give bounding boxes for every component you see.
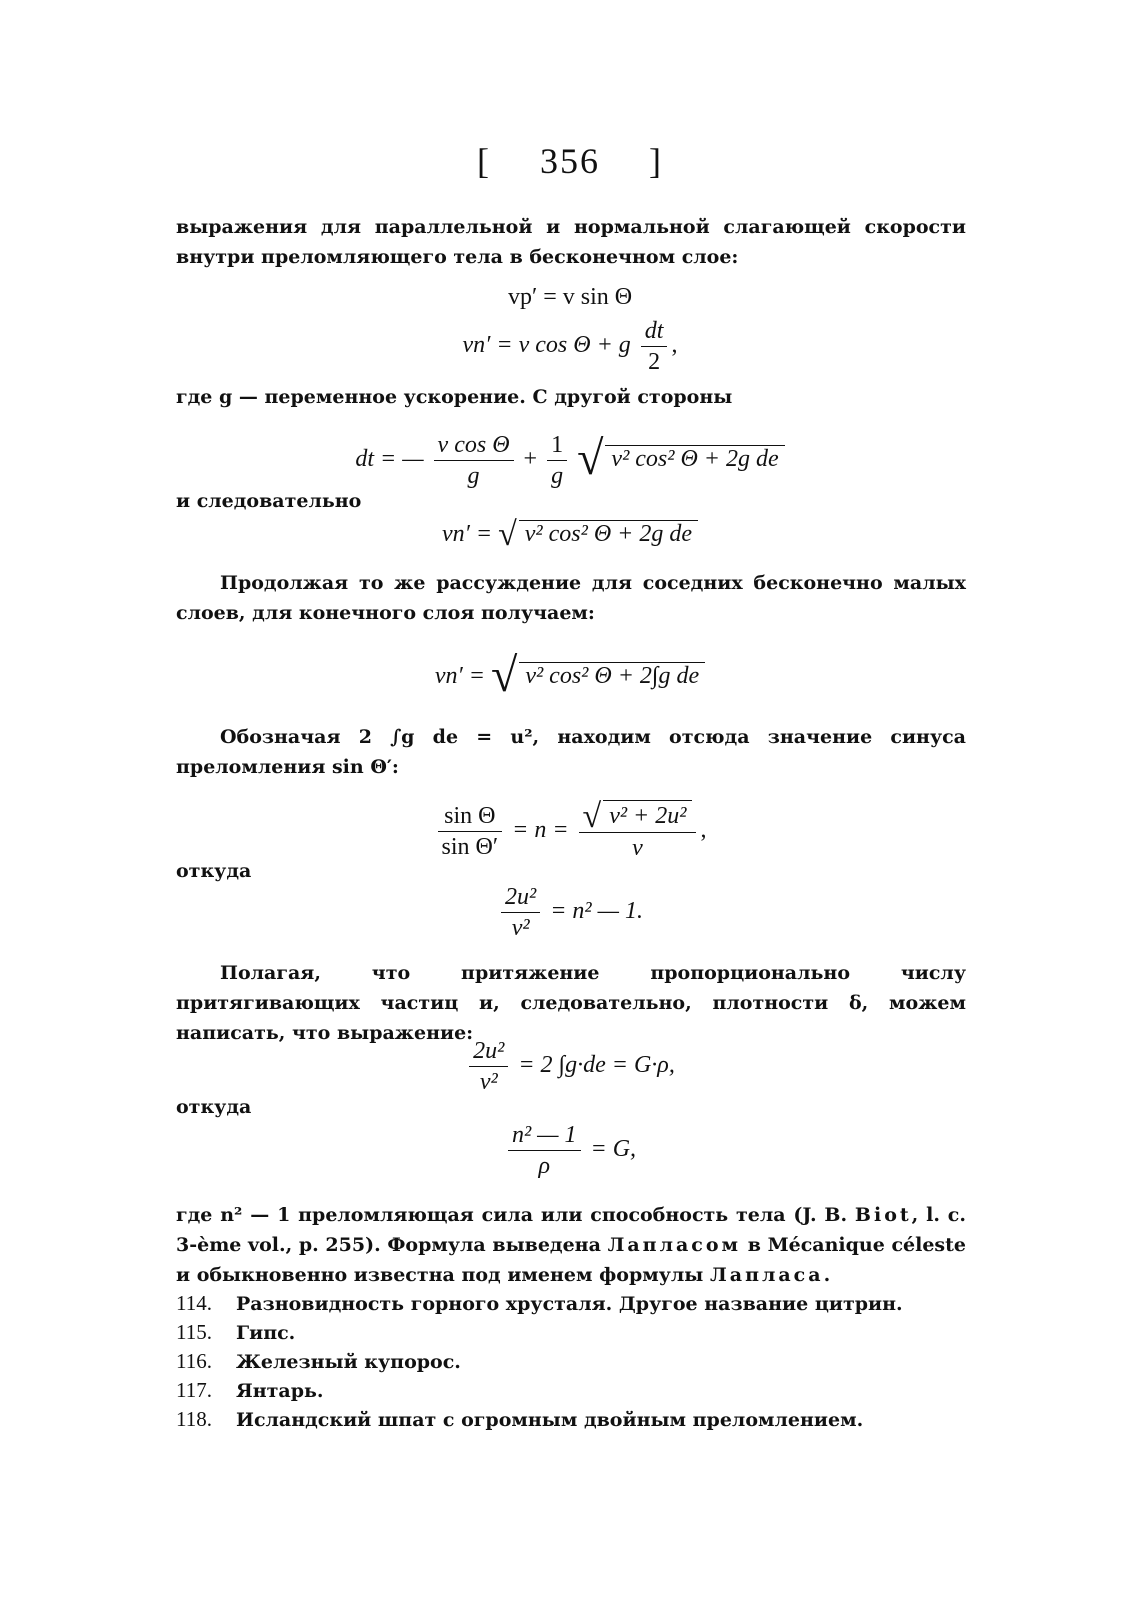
paragraph-6-part-d: . xyxy=(823,1264,831,1286)
author-laplace: Лапласом xyxy=(607,1234,742,1256)
equation-right: = G, xyxy=(590,1136,637,1163)
radicand: v² cos² Θ + 2∫g de xyxy=(519,662,705,690)
radical-sign-icon: √ xyxy=(577,432,604,486)
note-115 xyxy=(176,1317,966,1348)
radical-sign-icon: √ xyxy=(490,649,518,702)
paragraph-6-part-c: в Mécanique céleste и обыкновенно известна под именем формулы xyxy=(176,1234,966,1286)
paragraph-6-part-b: , l. c. 3-ème vol., p. 255). Формула выведена xyxy=(176,1204,966,1256)
equation-left: vn′ = xyxy=(434,663,485,689)
equation-left: vn′ = xyxy=(442,521,493,547)
fraction-numerator: 1 xyxy=(547,430,567,461)
radicand: v² + 2u² xyxy=(603,800,692,831)
fraction-denominator: v² xyxy=(479,1069,498,1095)
equation-right: = 2 ∫g·de = G·ρ, xyxy=(518,1052,675,1079)
note-text: Янтарь. xyxy=(236,1380,324,1402)
equation-vn-tail: , xyxy=(671,332,678,359)
left-bracket: [ xyxy=(477,141,491,181)
equation-right: = n² — 1. xyxy=(550,898,643,925)
author-biot: Biot xyxy=(854,1204,912,1226)
equation-vn-left: vn′ = v cos Θ + g xyxy=(462,332,631,359)
plus-sign: + xyxy=(523,446,538,473)
label-whence-1: откуда xyxy=(176,860,252,882)
fraction-numerator: 2u² xyxy=(469,1036,508,1067)
fraction xyxy=(501,882,540,943)
note-116 xyxy=(176,1346,966,1377)
fraction-numerator xyxy=(579,800,697,833)
paragraph-1: выражения для параллельной и нормальной слагающей скорости внутри преломляющего тела в бесконечном слое: xyxy=(176,216,966,268)
equation-2u2-over-v2 xyxy=(0,882,1140,943)
fraction-numerator: dt xyxy=(641,316,668,347)
equation-dt-fraction-1 xyxy=(434,430,514,491)
equation-refractive-power xyxy=(0,1120,1140,1181)
fraction-denominator: ρ xyxy=(538,1153,550,1179)
fraction xyxy=(508,1120,581,1181)
equation-dt-left: dt = — xyxy=(355,446,424,473)
radicand: v² cos² Θ + 2g de xyxy=(605,445,784,473)
radical-sign-icon: √ xyxy=(498,516,517,553)
note-text: Исландский шпат с огромным двойным преломлением. xyxy=(236,1409,864,1431)
paragraph-6-part-a: где n² — 1 преломляющая сила или способность тела (J. B. xyxy=(176,1204,855,1226)
equation-vn xyxy=(0,316,1140,377)
laplace-formula-name: Лапласа xyxy=(709,1264,824,1286)
note-117 xyxy=(176,1375,966,1406)
note-118 xyxy=(176,1404,966,1435)
equation-refraction-index xyxy=(0,800,1140,863)
paragraph-6 xyxy=(176,1200,966,1290)
note-text: Гипс. xyxy=(236,1322,296,1344)
sqrt-fraction xyxy=(579,800,697,863)
equation-dt-fraction-2 xyxy=(547,430,567,491)
equation-vn-integral xyxy=(0,648,1140,703)
note-text: Разновидность горного хрусталя. Другое название цитрин. xyxy=(236,1293,903,1315)
fraction-numerator: sin Θ xyxy=(438,801,503,832)
equation-vp: vp′ = v sin Θ xyxy=(507,284,633,310)
sine-ratio-fraction xyxy=(438,801,503,862)
note-number: 118. xyxy=(176,1407,212,1431)
page-header xyxy=(0,140,1140,182)
fraction-denominator: g xyxy=(551,463,564,489)
fraction-numerator: v cos Θ xyxy=(434,430,514,461)
fraction-denominator: v² xyxy=(511,915,530,941)
paragraph-5: Полагая, что притяжение пропорционально числу притягивающих частиц и, следовательно, плотности δ, можем написать, что выражение: xyxy=(176,962,966,1044)
equation-attraction xyxy=(0,1036,1140,1097)
right-bracket: ] xyxy=(649,141,663,181)
fraction-denominator: v xyxy=(632,835,643,861)
equals-n: = n = xyxy=(512,817,569,844)
fraction xyxy=(469,1036,508,1097)
fraction-denominator: g xyxy=(467,463,480,489)
equation-tail: , xyxy=(700,817,707,844)
note-number: 117. xyxy=(176,1378,212,1402)
equation-vn-fraction xyxy=(641,316,668,377)
note-number: 116. xyxy=(176,1349,212,1373)
paragraph-3: Продолжая то же рассуждение для соседних бесконечно малых слоев, для конечного слоя получаем: xyxy=(176,572,966,624)
equation-vn-sqrt xyxy=(0,516,1140,554)
fraction-numerator: n² — 1 xyxy=(508,1120,581,1151)
note-number: 115. xyxy=(176,1320,212,1344)
paragraph-2: где g — переменное ускорение. С другой стороны xyxy=(176,386,733,408)
label-whence-2: откуда xyxy=(176,1096,252,1118)
equation-dt xyxy=(0,430,1140,491)
radical-sign-icon: √ xyxy=(582,798,602,835)
page-number: 356 xyxy=(540,141,600,181)
fraction-denominator: 2 xyxy=(648,349,661,375)
fraction-denominator: sin Θ′ xyxy=(441,834,499,860)
note-number: 114. xyxy=(176,1291,212,1315)
note-114 xyxy=(176,1288,966,1319)
note-text: Железный купорос. xyxy=(236,1351,461,1373)
label-and-therefore: и следовательно xyxy=(176,490,362,512)
fraction-numerator: 2u² xyxy=(501,882,540,913)
radicand: v² cos² Θ + 2g de xyxy=(519,520,698,548)
paragraph-4: Обозначая 2 ∫g de = u², находим отсюда значение синуса преломления sin Θ′: xyxy=(176,726,966,778)
